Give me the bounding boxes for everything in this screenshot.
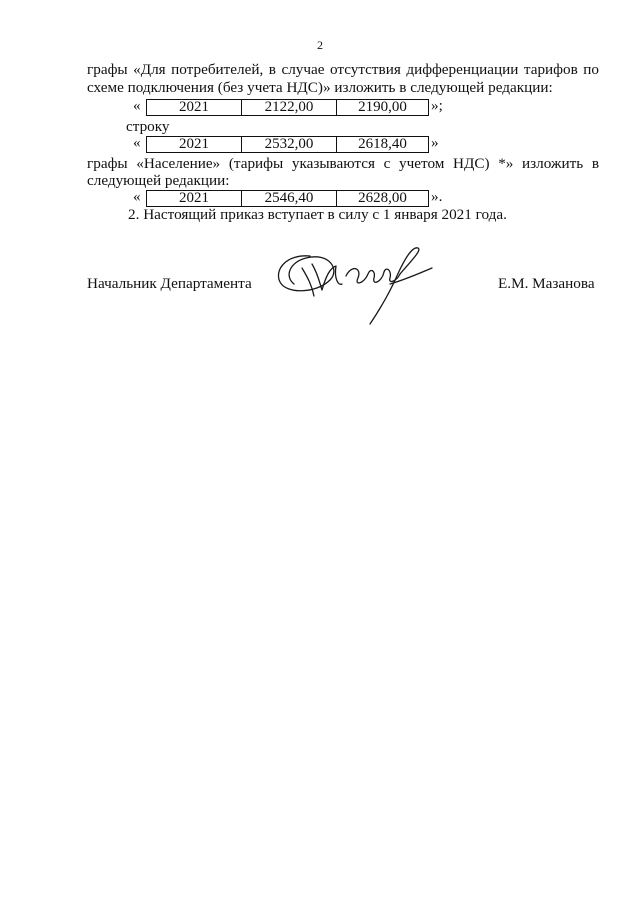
signature-script [346, 269, 400, 283]
row3-value-2: 2628,00 [337, 191, 429, 207]
paragraph-1-line-2: схеме подключения (без учета НДС)» изложить в следующей редакции: [87, 79, 553, 96]
row2-open-quote: « [133, 134, 141, 151]
row1-close-quote: »; [431, 97, 443, 114]
row2-close-quote: » [431, 134, 439, 151]
paragraph-2-line-1: графы «Население» (тарифы указываются с учетом НДС) *» изложить в [87, 155, 599, 172]
row3-year: 2021 [147, 191, 242, 207]
paragraph-1-line-1: графы «Для потребителей, в случае отсутствия дифференциации тарифов по [87, 61, 599, 78]
row1-year: 2021 [147, 100, 242, 116]
row3-open-quote: « [133, 188, 141, 205]
item-2-text: 2. Настоящий приказ вступает в силу с 1 января 2021 года. [128, 206, 507, 223]
row1-open-quote: « [133, 97, 141, 114]
stroku-label: строку [126, 118, 170, 135]
row2-year: 2021 [147, 137, 242, 153]
row1-value-1: 2122,00 [242, 100, 337, 116]
row3-value-1: 2546,40 [242, 191, 337, 207]
paragraph-2-line-2: следующей редакции: [87, 172, 230, 189]
row2-value-2: 2618,40 [337, 137, 429, 153]
signer-name: Е.М. Мазанова [498, 275, 595, 292]
tariff-row-1 [146, 99, 429, 116]
row2-value-1: 2532,00 [242, 137, 337, 153]
signer-title: Начальник Департамента [87, 275, 252, 292]
row1-value-2: 2190,00 [337, 100, 429, 116]
signature-image [272, 244, 442, 326]
tariff-row-3 [146, 190, 429, 207]
signature-letter-m [302, 264, 342, 296]
row3-close-quote: ». [431, 188, 443, 205]
signature-flourish [370, 248, 419, 324]
signature-loop [278, 256, 333, 291]
tariff-row-2 [146, 136, 429, 153]
page-number: 2 [317, 38, 323, 52]
